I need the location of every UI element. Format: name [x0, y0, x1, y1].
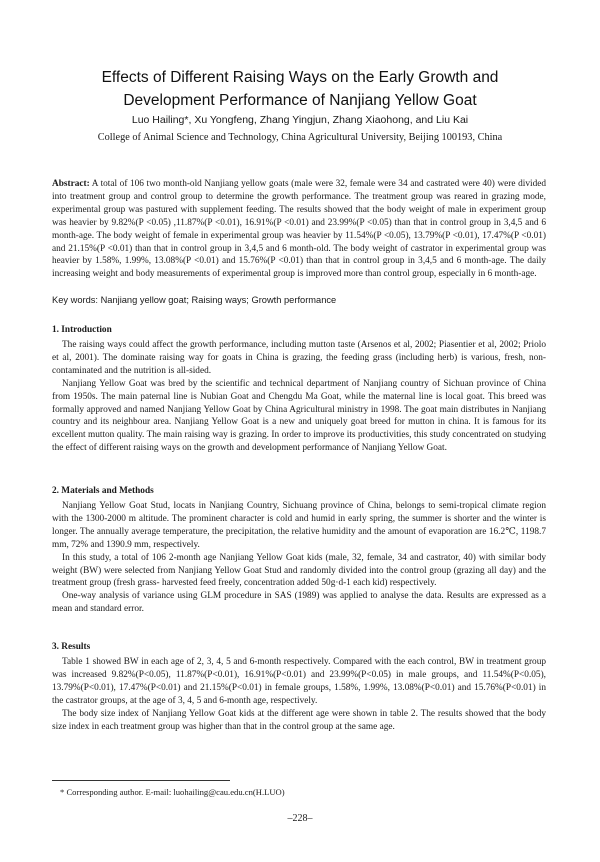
- abstract-label: Abstract:: [52, 179, 90, 189]
- section-heading: 2. Materials and Methods: [52, 486, 154, 496]
- section-materials-methods: [52, 485, 546, 616]
- paragraph: The raising ways could affect the growth performance, including mutton taste (Arsenos et al, 2002; Piasentier et al, 2002; Priolo et al, 2001). The dominate raising way for goats in China is grazing, the feeding grass (including herb) is various, fresh, non-contaminated and the nutrition is all-sided.: [52, 340, 546, 376]
- abstract-text: A total of 106 two month-old Nanjiang yellow goats (male were 32, female were 34 and castrated were 40) were divided into treatment group and control group to determine the growth performance. The treatment group was reared in grazing mode, experimental group was pastured with supplement feeding. The results showed that the body weight of male in experiment group was heavier by 9.82%(P <0.05) ,11.87%(P <0.01), 16.91%(P <0.01) and 23.99%(P <0.05) than that in control group in 3,4,5 and 6 month-age. The body weight of female in experimental group was heavier by 11.54%(P <0.05), 13.79%(P <0.01), 17.47%(P <0.01) and 21.15%(P <0.01) than that in control group in 3,4,5 and 6 month-old. The body weight of castrator in experimental group was heavier by 1.58%, 1.99%, 13.08%(P <0.01) and 15.76%(P <0.01) than that in control group in 3,4,5 and 6 month-age. The daily increasing weight and body measurements of experimental group is improved more than control group, especially in 6 month-age.: [52, 179, 546, 280]
- paper-title: [40, 66, 560, 112]
- section-heading: 1. Introduction: [52, 325, 112, 335]
- paragraph: In this study, a total of 106 2-month age Nanjiang Yellow Goat kids (male, 32, female, 34 and castrator, 40) with similar body weight (BW) were selected from Nanjiang Yellow Goat Stud and randomly divided into the control group (grazing all day) and the treatment group (fresh grass- harvested feed freely, concentration added 50g·d-1 each kid) respectively.: [52, 552, 546, 589]
- section-results: [52, 641, 546, 733]
- keywords: Key words: Nanjiang yellow goat; Raising ways; Growth performance: [52, 295, 337, 305]
- title-line-1: Effects of Different Raising Ways on the Early Growth and: [101, 69, 499, 86]
- page-number: –228–: [287, 813, 313, 824]
- author-list: Luo Hailing*, Xu Yongfeng, Zhang Yingjun, Zhang Xiaohong, and Liu Kai: [131, 114, 469, 126]
- affiliation: College of Animal Science and Technology, China Agricultural University, Beijing 100193, China: [97, 132, 503, 143]
- section-heading: 3. Results: [52, 642, 91, 652]
- abstract: [52, 178, 546, 281]
- paragraph: The body size index of Nanjiang Yellow Goat kids at the different age were shown in table 2. The results showed that the body size index in each treatment group was higher than that in the control group at the same age.: [52, 708, 546, 732]
- paragraph: One-way analysis of variance using GLM procedure in SAS (1989) was applied to analyse the data. Results are expressed as a mean and standard error.: [52, 591, 546, 615]
- footnote-divider: [52, 780, 230, 781]
- title-line-2: Development Performance of Nanjiang Yellow Goat: [123, 92, 477, 109]
- section-introduction: [52, 324, 546, 455]
- footnote: * Corresponding author. E-mail: luohailing@cau.edu.cn(H.LUO): [60, 787, 285, 797]
- paragraph: Table 1 showed BW in each age of 2, 3, 4, 5 and 6-month respectively. Compared with the each control, BW in treatment group was increased 9.82%(P<0.05), 11.87%(P<0.01), 16.91%(P<0.01) and 23.99%(P<0.05) in male groups, and 11.54%(P<0.05), 13.79%(P<0.01), 17.47%(P<0.01) and 21.15%(P<0.01) in female groups, 1.58%, 1.99%, 13.08%(P<0.01) and 15.76%(P<0.01) in the castrator groups, at the age of 3, 4, 5 and 6-month age, respectively.: [52, 657, 546, 706]
- paragraph: Nanjiang Yellow Goat was bred by the scientific and technical department of Nanjiang country of Sichuan province of China from 1950s. The main paternal line is Nubian Goat and Chengdu Ma Goat, while the maternal line is local goat. This breed was formally approved and named Nanjiang Yellow Goat by China Agricultural ministry in 1998. The goat main distributes in Nanjiang country and its neighbour area. Nanjiang Yellow Goat is a new and uniquely goat breed for mutton in china. It is famous for its excellent mutton quality. The main raising way is grazing. In order to improve its productivities, this study concentrated on studying the effect of different raising ways on the growth and development performance of Nanjiang Yellow Goat.: [52, 378, 546, 454]
- paragraph: Nanjiang Yellow Goat Stud, locats in Nanjiang Country, Sichuang province of China, belongs to semi-tropical climate region with the 1300-2000 m altitude. The prominent character is cold and humid in early spring, the summer is shorter and the winter is longer. The annually average temperature, the precipitation, the relative humidity and the amount of evaporation are 16.2℃, 1198.7 mm, 72% and 1390.9 mm, respectively.: [52, 501, 546, 550]
